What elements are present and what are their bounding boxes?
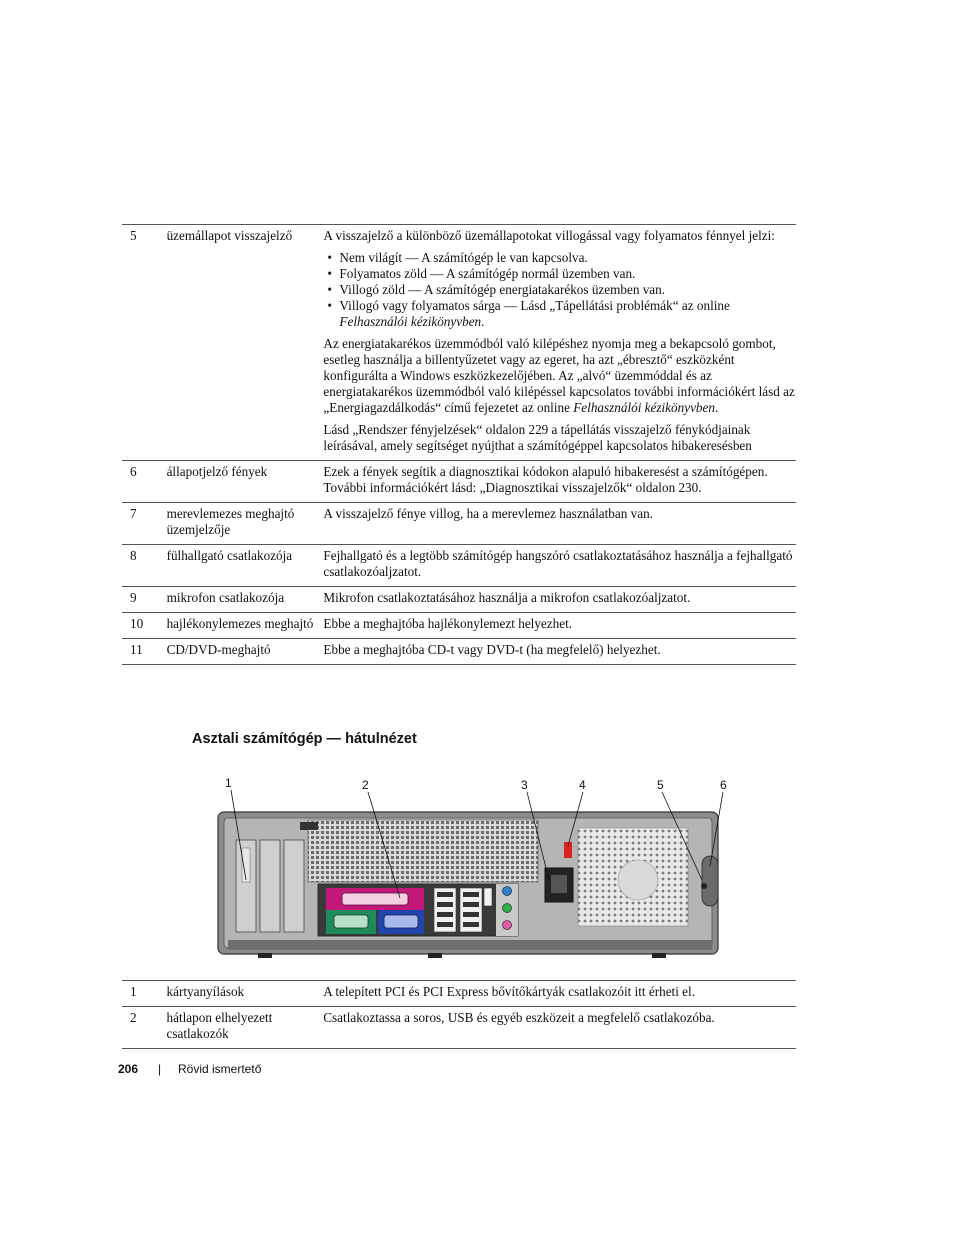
paragraph-text: Az energiatakarékos üzemmódból való kilépéshez nyomja meg a bekapcsoló gombot, esetleg használja a billentyűzetet vagy az egeret, ha azt „ébresztő“ eszközként konfigurálta a Windows eszközkezelőjében. Az „alvó“ üzemmóddal és az energiatakarékos üzemmódból való kilépéssel kapcsolatos további információkért lásd az „Energiagazdálkodás“ című fejezetet az online (323, 336, 795, 415)
table-row (122, 461, 796, 503)
card-slot (284, 840, 304, 932)
item-name: hátlapon elhelyezett csatlakozók (166, 1010, 273, 1041)
table-row (122, 587, 796, 613)
item-description: Csatlakoztassa a soros, USB és egyéb eszközeit a megfelelő csatlakozóba. (323, 1010, 715, 1025)
table-row (122, 639, 796, 665)
page-number: 206 (118, 1062, 139, 1076)
list-item (323, 298, 796, 330)
padlock-ring (701, 883, 707, 889)
callout-number: 3 (521, 778, 528, 792)
status-bullet-list (323, 250, 796, 330)
foot (652, 953, 666, 958)
callout-number: 6 (720, 778, 727, 792)
component-table-top (122, 224, 796, 665)
bullet-end: . (481, 314, 485, 329)
item-number: 5 (130, 228, 137, 243)
network-port (484, 888, 492, 906)
callout-number: 1 (225, 776, 232, 790)
cover-release-latch (702, 856, 718, 906)
paragraph-end: . (714, 400, 719, 415)
voltage-selector (564, 842, 572, 858)
table-row (122, 545, 796, 587)
item-name: mikrofon csatlakozója (166, 590, 285, 605)
item-number: 11 (130, 642, 143, 657)
item-name: állapotjelző fények (166, 464, 268, 479)
callout-number: 5 (657, 778, 664, 792)
item-number: 10 (130, 616, 144, 631)
foot (258, 953, 272, 958)
item-name: üzemállapot visszajelző (166, 228, 293, 243)
item-description: A telepített PCI és PCI Express bővítőkártyák csatlakozóit itt érheti el. (323, 984, 695, 999)
component-table-bottom (122, 980, 796, 1049)
list-item: • Folyamatos zöld — A számítógép normál üzemben van. (323, 266, 796, 282)
item-name: kártyanyílások (166, 984, 245, 999)
item-description (323, 225, 796, 461)
item-description: Ebbe a meghajtóba CD-t vagy DVD-t (ha megfelelő) helyezhet. (323, 642, 661, 657)
footer-title: Rövid ismertető (178, 1062, 262, 1076)
manual-reference: Felhasználói kézikönyvben (339, 314, 482, 329)
callout-number: 4 (579, 778, 586, 792)
manual-reference: Felhasználói kézikönyvben (573, 400, 715, 415)
card-slot (260, 840, 280, 932)
bullet-text: Villogó vagy folyamatos sárga — Lásd „Tápellátási problémák“ az online (339, 298, 730, 313)
item-description: Mikrofon csatlakoztatásához használja a mikrofon csatlakozóaljzatot. (323, 590, 691, 605)
item-description: Ezek a fények segítik a diagnosztikai kódokon alapuló hibakeresést a számítógépen. További információkért lásd: „Diagnosztikai visszajelzők“ oldalon 230. (323, 464, 768, 495)
table-row (122, 503, 796, 545)
list-item: • Nem világít — A számítógép le van kapcsolva. (323, 250, 796, 266)
ventilation-grill (308, 820, 538, 882)
description-paragraph: Lásd „Rendszer fényjelzések“ oldalon 229 a tápellátás visszajelző fénykódjainak leírásával, amely segítséget nyújthat a számítógéppel kapcsolatos hibakeresésben (323, 422, 752, 453)
item-number: 1 (130, 984, 137, 999)
table-row (122, 981, 796, 1007)
item-name: fülhallgató csatlakozója (166, 548, 293, 563)
fan-area (618, 860, 658, 900)
item-number: 7 (130, 506, 137, 521)
item-name: CD/DVD-meghajtó (166, 642, 271, 657)
footer-separator: | (158, 1062, 162, 1076)
item-number: 9 (130, 590, 137, 605)
description-paragraph (323, 336, 796, 416)
foot (428, 953, 442, 958)
item-description: A visszajelző fénye villog, ha a merevlemez használatban van. (323, 506, 653, 521)
description-intro: A visszajelző a különböző üzemállapotokat villogással vagy folyamatos fénnyel jelzi: (323, 228, 775, 243)
item-name: merevlemezes meghajtó üzemjelzője (166, 506, 295, 537)
computer-back-panel-illustration (212, 772, 732, 964)
item-name: hajlékonylemezes meghajtó (166, 616, 314, 631)
list-item: • Villogó zöld — A számítógép energiatakarékos üzemben van. (323, 282, 796, 298)
section-heading: Asztali számítógép — hátulnézet (192, 731, 417, 747)
table-row (122, 613, 796, 639)
table-row (122, 1007, 796, 1049)
item-description: Ebbe a meghajtóba hajlékonylemezt helyezhet. (323, 616, 573, 631)
item-number: 8 (130, 548, 137, 563)
item-description: Fejhallgató és a legtöbb számítógép hangszóró csatlakoztatásához használja a fejhallgató csatlakozóaljzatot. (323, 548, 793, 579)
item-number: 2 (130, 1010, 137, 1025)
item-number: 6 (130, 464, 137, 479)
table-row (122, 225, 796, 461)
callout-number: 2 (362, 778, 369, 792)
